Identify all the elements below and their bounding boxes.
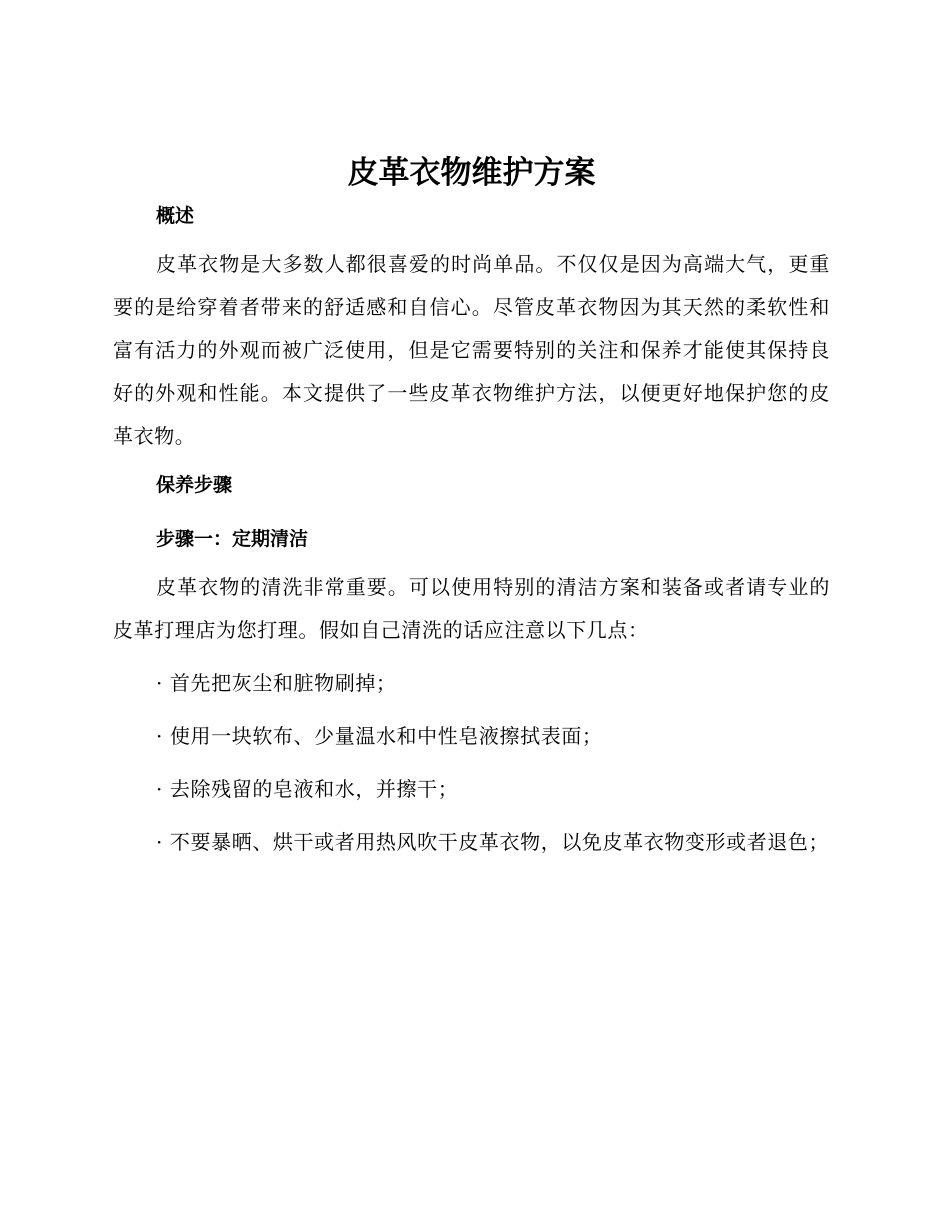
bullet-item: · 使用一块软布、少量温水和中性皂液擦拭表面； [156,724,603,748]
bullet-item: · 首先把灰尘和脏物刷掉； [156,671,397,695]
bullet-item: · 不要暴晒、烘干或者用热风吹干皮革衣物，以免皮革衣物变形或者退色； [156,830,830,854]
bullet-item: · 去除残留的皂液和水，并擦干； [156,777,459,801]
section-heading-care-steps: 保养步骤 [156,474,233,496]
step-one-paragraph: 皮革衣物的清洗非常重要。可以使用特别的清洁方案和装备或者请专业的皮革打理店为您打理。假如自己清洗的话应注意以下几点： [113,575,830,642]
document-content [113,150,830,864]
overview-paragraph: 皮革衣物是大多数人都很喜爱的时尚单品。不仅仅是因为高端大气，更重要的是给穿着者带来的舒适感和自信心。尽管皮革衣物因为其天然的柔软性和富有活力的外观而被广泛使用，但是它需要特别的关注和保养才能使其保持良好的外观和性能。本文提供了一些皮革衣物维护方法，以便更好地保护您的皮革衣物。 [113,252,830,448]
document-title: 皮革衣物维护方案 [347,155,596,191]
section-heading-overview: 概述 [156,205,195,227]
section-heading-step-one: 步骤一：定期清洁 [156,528,309,550]
